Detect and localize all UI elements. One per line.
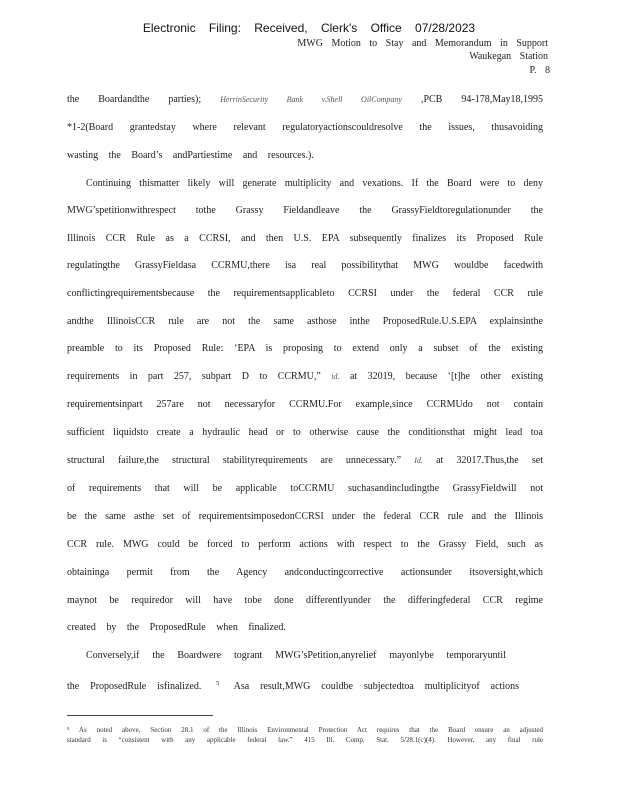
footnote-divider <box>67 715 213 716</box>
body-line: wasting the Board’s andPartiestime and resources.). <box>67 150 314 161</box>
header-document-title: MWG Motion to Stay and Memorandum in Support <box>297 38 548 49</box>
case-citation: id. <box>331 372 340 381</box>
text-segment: structural failure,the structural stabilityrequirements are unnecessary.” <box>67 455 402 466</box>
body-line: Conversely,if the Boardwere togrant MWG’sPetition,anyrelief mayonlybe temporaryuntil <box>86 650 506 661</box>
text-segment: at 32017.Thus,the set <box>436 455 544 466</box>
body-line: *1-2(Board grantedstay where relevant regulatoryactionscouldresolve the issues, thusavoiding <box>67 122 543 133</box>
body-line <box>67 455 543 467</box>
body-line: requirementsinpart 257are not necessaryfor CCRMU.For example,since CCRMUdo not contain <box>67 399 543 410</box>
filing-stamp: Electronic Filing: Received, Clerk's Office 07/28/2023 <box>142 21 476 35</box>
body-line: Illinois CCR Rule as a CCRSI, and then U.S. EPA subsequently finalizes its Proposed Rule <box>67 233 543 244</box>
body-line: obtaininga permit from the Agency andconductingcorrective actionsunder itsoversight,which <box>67 567 543 578</box>
header-station-name: Waukegan Station <box>469 51 548 62</box>
body-line: created by the ProposedRule when finalized. <box>67 622 286 633</box>
body-line <box>67 678 519 693</box>
body-line: be the same asthe set of requirementsimposedonCCRSI under the federal CCR rule and the Illinois <box>67 511 543 522</box>
text-segment: Asa result,MWG couldbe subjectedtoa multiplicityof actions <box>233 681 520 692</box>
body-line <box>67 94 543 106</box>
text-segment: the Boardandthe parties); <box>67 94 202 105</box>
case-citation: HerrinSecurity Bank v.Shell OilCompany <box>220 95 402 104</box>
body-line: sufficient liquidsto create a hydraulic head or to otherwise cause the conditionsthat might lead toa <box>67 427 543 438</box>
body-line: of requirements that will be applicable toCCRMU suchasandincludingthe GrassyFieldwill not <box>67 483 543 494</box>
text-segment: the ProposedRule isfinalized. <box>67 681 202 692</box>
body-line: andthe IllinoisCCR rule are not the same asthose inthe ProposedRule.U.S.EPA explainsinthe <box>67 316 543 327</box>
body-line: maynot be requiredor will have tobe done differentlyunder the differingfederal CCR regime <box>67 595 543 606</box>
text-segment: ,PCB 94-178,May18,1995 <box>420 94 544 105</box>
case-citation: Id. <box>414 456 423 465</box>
body-line: conflictingrequirementsbecause the requirementsapplicableto CCRSI under the federal CCR rule <box>67 288 543 299</box>
body-line: regulatingthe GrassyFieldasa CCRMU,there isa real possibilitythat MWG wouldbe facedwith <box>67 260 543 271</box>
footnote-marker[interactable]: 5 <box>216 681 220 687</box>
body-line: preamble to its Proposed Rule: ‘EPA is proposing to extend only a subset of the existing <box>67 343 543 354</box>
footnote-line: ⁵ As noted above, Section 28.1 of the Illinois Environmental Protection Act requires that the Board ensure an adjusted <box>67 726 543 734</box>
body-line: CCR rule. MWG could be forced to perform actions with respect to the Grassy Field, such as <box>67 539 543 550</box>
text-segment: requirements in part 257, subpart D to CCRMU,” <box>67 371 321 382</box>
body-line: Continuing thismatter likely will generate multiplicity and vexations. If the Board were to deny <box>86 178 543 189</box>
text-segment: at 32019, because ‘[t]he other existing <box>349 371 544 382</box>
body-line <box>67 371 543 383</box>
header-page-number: P. 8 <box>529 65 550 76</box>
body-line: MWG’spetitionwithrespect tothe Grassy Fieldandleave the GrassyFieldtoregulationunder the <box>67 205 543 216</box>
footnote-line: standard is “consistent with any applicable federal law.” 415 Ill. Comp. Stat. 5/28.1(c)(4). However, any final rule <box>67 736 543 744</box>
